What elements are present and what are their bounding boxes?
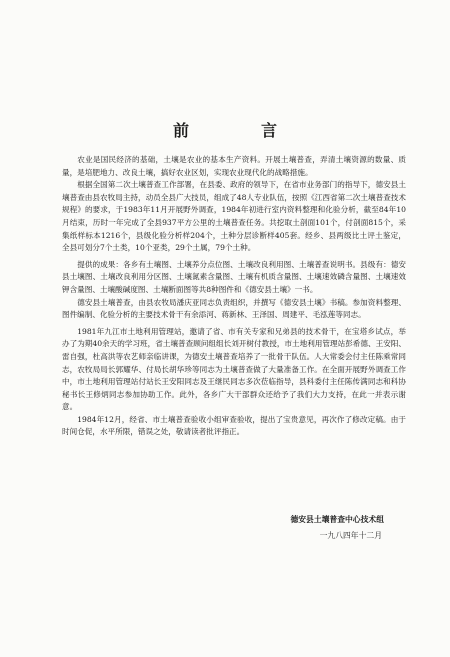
preface-body <box>62 154 406 439</box>
signature-date: 一九八四年十二月 <box>319 531 382 540</box>
paragraph: 根据全国第二次土壤普查工作部署，在县委、政府的领导下，在省市业务部门的指导下，德安县土壤普查由县农牧局主持，动员全县广大技员，组成了48人专业队伍，按照《江西省第二次土壤普查技术规程》的要求，于1983年11月开展野外调查，1984年初进行室内资料整理和化验分析，截至84年10月结束，历时一年完成了全县937平方公里的土壤普查任务。共挖取土剖面101个，付剖面815个，采集纸样标本1216个，县级化验分析样204个，土种分层诊断样405套。经乡、县两级比土评土鉴定，全县可划分7个土类，10个亚类，29个土属，79个土种。 <box>62 180 406 253</box>
page-title: 前 言 <box>172 121 305 140</box>
paragraph: 提供的成果：各乡有土壤图、土壤养分点位图、土壤改良利用图、土壤普查说明书。县级有：德安县土壤图、土壤改良利用分区图、土壤氮素含量图、土壤有机质含量图、土壤速效磷含量图、土壤速效钾含量图、土壤酸碱度图、土壤断面图等共8种图件和《德安县土壤》一书。 <box>62 259 406 294</box>
paragraph: 农业是国民经济的基础，土壤是农业的基本生产资料。开展土壤普查，弄清土壤资源的数量、质量，是培肥地力、改良土壤，搞好农业区划，实现农业现代化的战略措施。 <box>62 155 406 177</box>
paragraph: 1981年九江市土地利用管理站，邀请了省、市有关专家和兄弟县的技术骨干，在宝塔乡试点，举办了为期40余天的学习班，省土壤普查顾问组组长刘开树付教授，市土地利用管理站彭希德、王安阳、雷自强，杜高洪等农艺师亲临讲课，为德安土壤普查培养了一批骨干队伍。人大常委会付主任陈乘常同志，农牧局局长郭耀华、付局长胡华珍等同志为土壤普查做了大量准备工作。在全面开展野外调查工作中，市土地利用管理站付站长王安阳同志及王继民同志多次莅临指导，县科委付主任陈传满同志和科协秘书长王修炳同志参加协助工作。此外，各乡广大干部群众还给予了我们大力支持，在此一并表示谢意。 <box>62 326 406 412</box>
signature-block <box>290 512 384 544</box>
paragraph: 1984年12月，经省、市土壤普查验收小组审查验收，提出了宝贵意见，再次作了修改定稿。由于时间仓促，水平所限，错误之处，敬请读者批评指正。 <box>62 414 406 437</box>
signature-organization: 德安县土壤普查中心技术组 <box>290 515 384 524</box>
paragraph: 德安县土壤普查，由县农牧局潘庆亚同志负责组织，并撰写《德安县土壤》书稿。参加资料整理、图件编制、化验分析的主要技术骨干有余添河、蒋新林、王泽国、周建平、毛泓莲等同志。 <box>62 297 406 320</box>
